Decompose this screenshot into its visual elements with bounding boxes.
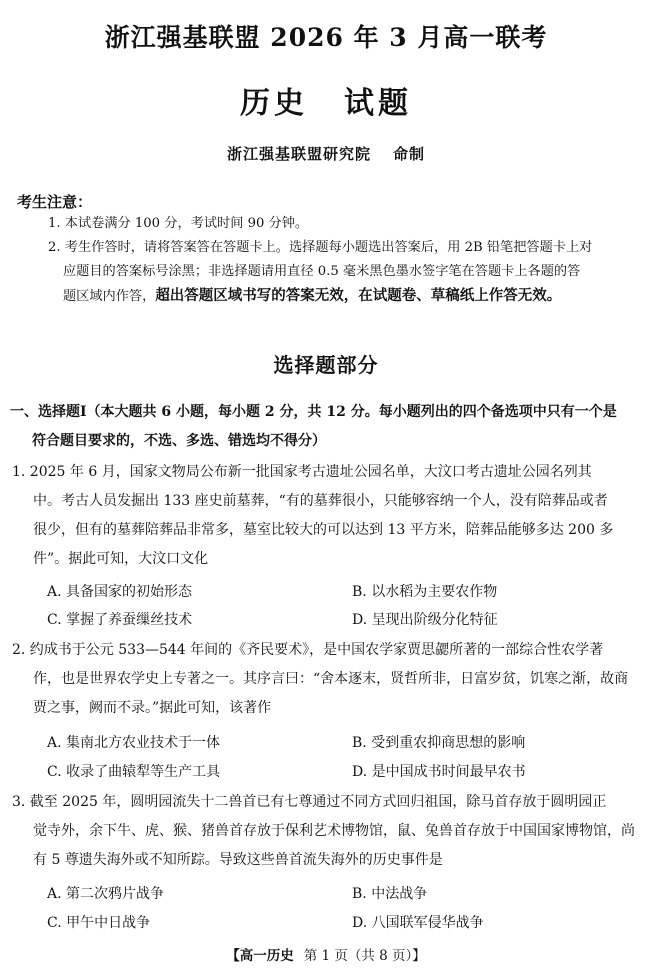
question-line: 件”。据此可知，大汶口文化 [33,551,209,567]
author-role: 命制 [393,145,426,163]
notice-item-2-emphasis: 超出答题区域书写的答案无效，在试题卷、草稿纸上作答无效。 [155,287,562,304]
notice-item-1: 1. 本试卷满分 100 分，考试时间 90 分钟。 [48,216,309,231]
question-1 [12,458,636,574]
subject-suffix: 试题 [344,86,412,121]
section-heading: 选择题部分 [273,353,379,377]
question-2 [12,636,636,723]
q1-option-b: B. 以水稻为主要农作物 [352,584,498,600]
exam-title: 浙江强基联盟 2026 年 3 月高一联考 [104,23,548,52]
q2-option-b: B. 受到重农抑商思想的影响 [352,735,526,751]
notice-item-2-line-3 [63,284,638,308]
footer-page-number: 第 1 页（共 8 页）】 [303,948,426,964]
q1-option-c: C. 掌握了养蚕缫丝技术 [47,612,193,628]
question-line: 中。考古人员发掘出 133 座史前墓葬，“有的墓葬很小，只能够容纳一个人，没有陪葬品或者 [33,493,608,509]
q1-option-d: D. 呈现出阶级分化特征 [352,612,498,628]
question-line: 很少，但有的墓葬陪葬品非常多，墓室比较大的可以达到 13 平方米，陪葬品能够多达 200 多 [33,522,614,538]
question-3 [12,788,636,875]
question-line: 作，也是世界农学史上专著之一。其序言曰：“舍本逐末，贤哲所非，日富岁贫，饥寒之渐，故商 [33,671,629,687]
notice-heading: 考生注意： [17,193,93,211]
part-intro-line-2: 符合题目要求的，不选、多选、错选均不得分） [32,433,326,449]
notice-item-2-line-1: 2. 考生作答时，请将答案答在答题卡上。选择题每小题选出答案后，用 2B 铅笔把答题卡上对 [48,240,593,255]
q1-option-a: A. 具备国家的初始形态 [47,584,193,600]
question-line: 有 5 尊遗失海外或不知所踪。导致这些兽首流失海外的历史事件是 [33,852,443,868]
q2-option-a: A. 集南北方农业技术于一体 [47,735,221,751]
page-footer [0,944,652,964]
question-line: 3. 截至 2025 年，圆明园流失十二兽首已有七尊通过不同方式回归祖国，除马首存放于圆明园正 [12,794,607,810]
q3-option-c: C. 甲午中日战争 [47,915,151,931]
subject-heading [0,78,652,122]
q2-option-c: C. 收录了曲辕犁等生产工具 [47,764,221,780]
q3-option-d: D. 八国联军侵华战争 [352,915,484,931]
q2-option-d: D. 是中国成书时间最早农书 [352,764,526,780]
question-line: 贾之事，阙而不录。”据此可知，该著作 [33,700,272,716]
question-line: 2. 约成书于公元 533—544 年间的《齐民要术》，是中国农学家贾思勰所著的一部综合性农学著 [12,642,604,658]
q3-option-b: B. 中法战争 [352,886,428,902]
notice-item-2-line-2: 应题目的答案标号涂黑；非选择题请用直径 0.5 毫米黑色墨水签字笔在答题卡上各题的答 [63,264,581,279]
author-line [0,143,652,164]
subject-name: 历史 [240,86,308,121]
author-org: 浙江强基联盟研究院 [226,145,371,163]
question-line: 1. 2025 年 6 月，国家文物局公布新一批国家考古遗址公园名单，大汶口考古遗址公园名列其 [12,464,592,480]
part-intro [10,398,640,456]
part-intro-line-1: 一、选择题Ⅰ（本大题共 6 小题，每小题 2 分，共 12 分。每小题列出的四个备选项中只有一个是 [10,404,617,420]
q3-option-a: A. 第二次鸦片战争 [47,886,165,902]
notice-item-2-plain: 题区域内作答， [63,289,156,304]
question-line: 觉寺外，余下牛、虎、猴、猪兽首存放于保利艺术博物馆，鼠、兔兽首存放于中国国家博物馆，尚 [33,823,635,839]
footer-subject: 【高一历史 [226,948,294,964]
